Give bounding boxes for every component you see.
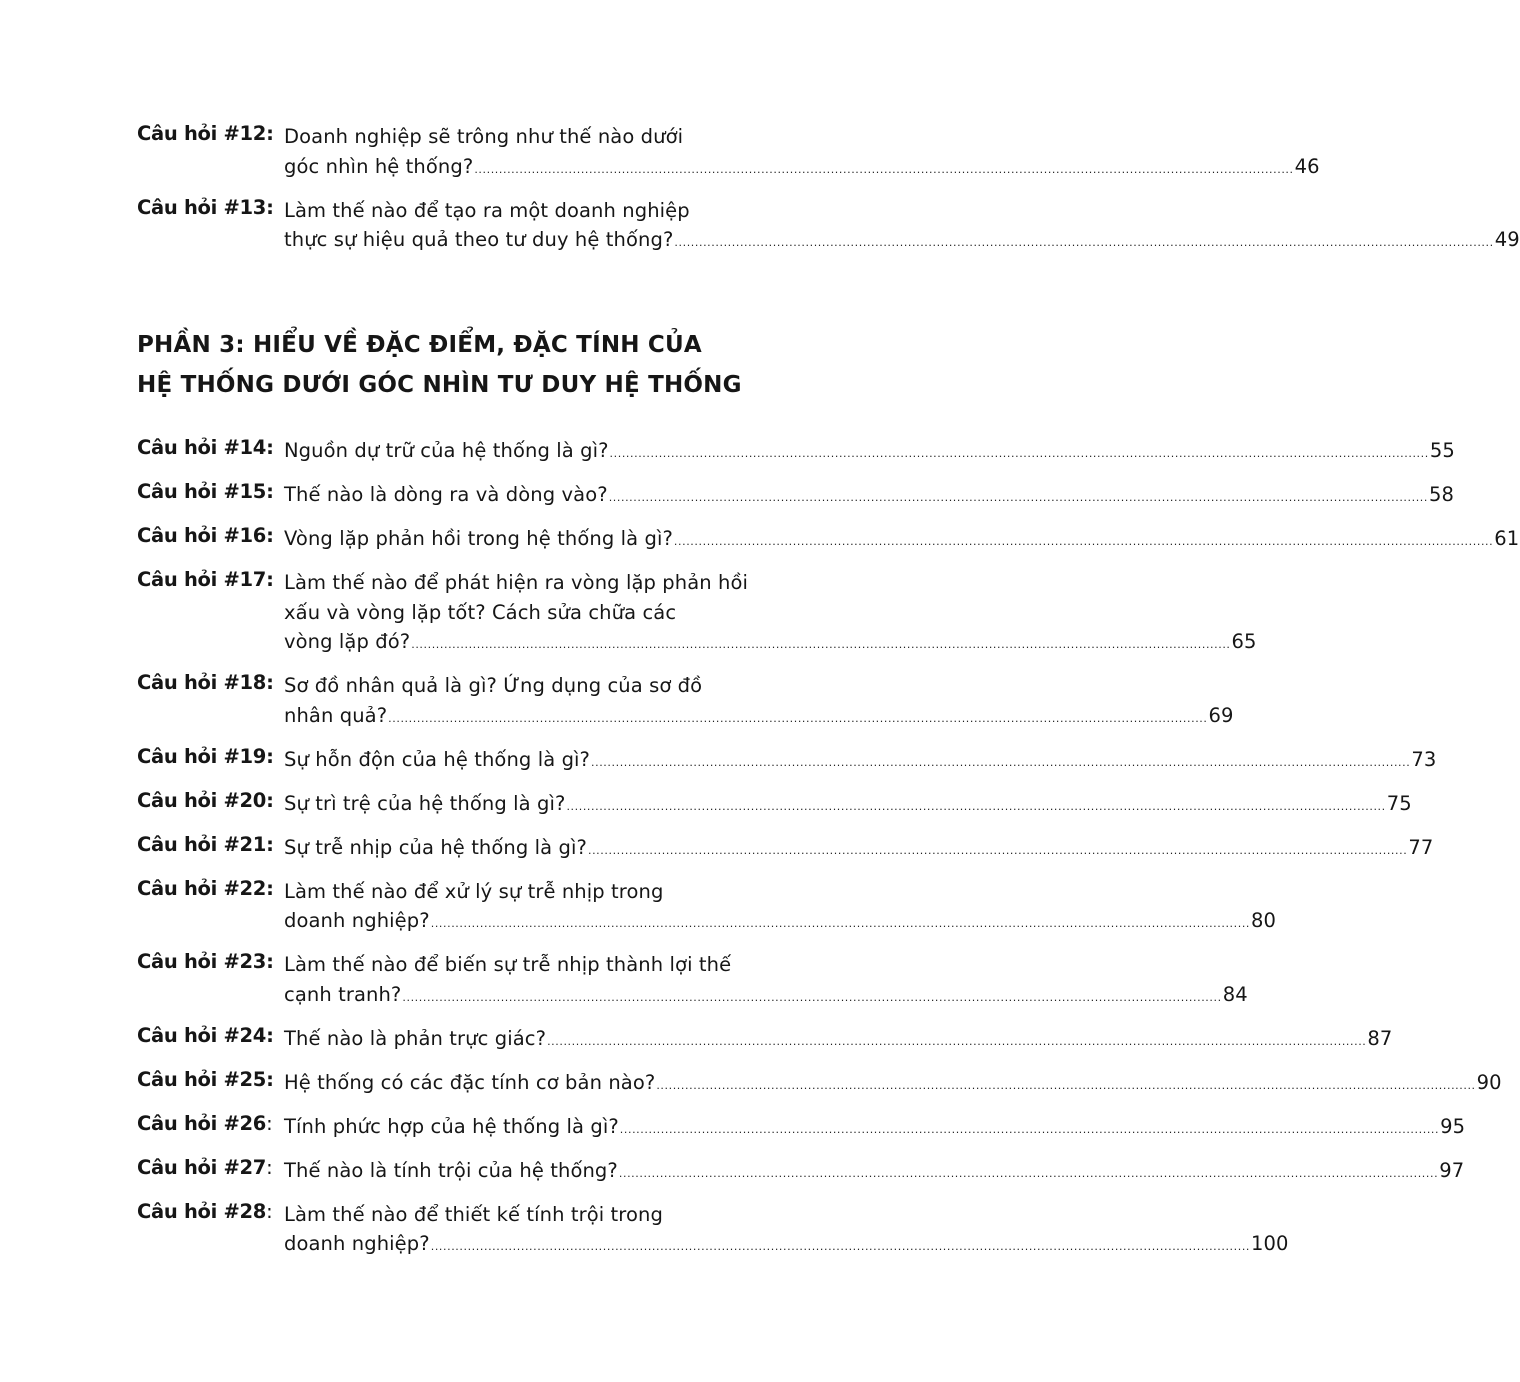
toc-entry-label: Câu hỏi #28: [137, 1199, 273, 1223]
dot-leader: ........................................................................................................................................................................................................ [547, 1034, 1367, 1048]
toc-entry-label: Câu hỏi #18: [137, 671, 274, 694]
toc-entry-label: Câu hỏi #14: [137, 436, 274, 459]
page-number: 69 [1208, 703, 1234, 727]
toc-entry-title-line: Nguồn dự trữ của hệ thống là gì? [284, 439, 609, 462]
section-heading-line-1: PHẦN 3: HIỂU VỀ ĐẶC ĐIỂM, ĐẶC TÍNH CỦA [137, 332, 702, 358]
dot-leader: ........................................................................................................................................................................................................ [402, 990, 1222, 1004]
toc-entry[interactable] [137, 122, 1320, 184]
toc-entry-label: Câu hỏi #24: [137, 1023, 274, 1047]
toc-entry-label: Câu hỏi #13: [137, 195, 274, 219]
toc-entry-label: Câu hỏi #25: [137, 1067, 274, 1091]
toc-entry-title-line: doanh nghiệp? [284, 909, 430, 932]
page-number: 55 [1429, 439, 1455, 462]
toc-entry-title-line: vòng lặp đó? [284, 630, 411, 653]
page-number: 65 [1231, 630, 1257, 653]
dot-leader: ........................................................................................................................................................................................................ [656, 1078, 1476, 1092]
toc-entry-title-line: nhân quả? [284, 703, 388, 727]
toc-entry-title-line: Làm thế nào để biến sự trễ nhịp thành lợi thế [284, 953, 732, 976]
toc-entry-title-line: Thế nào là phản trực giác? [284, 1026, 547, 1050]
toc-entry-title-line: Sơ đồ nhân quả là gì? Ứng dụng của sơ đồ [284, 674, 703, 697]
page-number: 87 [1367, 1026, 1393, 1050]
page-number: 58 [1429, 483, 1455, 506]
toc-entry-title [284, 1156, 1465, 1189]
toc-entry-title-line: thực sự hiệu quả theo tư duy hệ thống? [284, 228, 674, 251]
toc-top-group [137, 122, 1520, 269]
toc-entry-title [284, 568, 1257, 660]
toc-entry-label: Câu hỏi #26: [137, 1111, 273, 1135]
toc-entry-title-line: Làm thế nào để xử lý sự trễ nhịp trong [284, 879, 664, 903]
toc-entry[interactable] [137, 524, 1520, 557]
toc-entry[interactable] [137, 480, 1455, 513]
toc-entry-label: Câu hỏi #19: [137, 744, 274, 768]
toc-entry[interactable] [137, 832, 1434, 866]
toc-entry-title-line: Làm thế nào để tạo ra một doanh nghiệp [284, 198, 690, 222]
page-number: 80 [1251, 909, 1277, 932]
toc-entry-label: Câu hỏi #23: [137, 950, 274, 973]
toc-entry-title [284, 524, 1520, 557]
toc-entry[interactable] [137, 671, 1234, 733]
toc-entry-title-line: Sự hỗn độn của hệ thống là gì? [284, 747, 591, 771]
toc-entry-label: Câu hỏi #17: [137, 568, 274, 591]
toc-entry[interactable] [137, 1111, 1466, 1145]
page-number: 75 [1386, 791, 1412, 815]
toc-entry[interactable] [137, 744, 1437, 778]
toc-entry-title-line: Sự trì trệ của hệ thống là gì? [284, 791, 566, 815]
toc-entry-title-line: Làm thế nào để phát hiện ra vòng lặp phản hồi [284, 571, 749, 594]
toc-entry-label: Câu hỏi #12: [137, 122, 274, 145]
toc-entry-title [284, 480, 1455, 513]
toc-entry[interactable] [137, 788, 1412, 822]
toc-entry[interactable] [137, 1023, 1393, 1057]
toc-entry-title [284, 1068, 1502, 1101]
toc-entry-label: Câu hỏi #21: [137, 832, 274, 856]
toc-entry-title [284, 1200, 1289, 1262]
toc-entry[interactable] [137, 950, 1248, 1012]
toc-entry-title [284, 833, 1434, 866]
section-heading-line-2: HỆ THỐNG DƯỚI GÓC NHÌN TƯ DUY HỆ THỐNG [137, 372, 742, 398]
toc-main-group [137, 436, 1520, 1273]
toc-entry-title-line: Doanh nghiệp sẽ trông như thế nào dưới [284, 125, 684, 148]
dot-leader: ........................................................................................................................................................................................................ [609, 447, 1429, 460]
toc-entry-title [284, 1024, 1393, 1057]
toc-entry[interactable] [137, 1067, 1502, 1101]
toc-entry-title [284, 671, 1234, 733]
toc-entry-title-line: cạnh tranh? [284, 982, 402, 1006]
page-number: 73 [1411, 747, 1437, 771]
toc-entry-title-line: góc nhìn hệ thống? [284, 154, 474, 178]
toc-entry-title [284, 122, 1320, 184]
dot-leader: ........................................................................................................................................................................................................ [474, 162, 1294, 176]
toc-entry-label: Câu hỏi #20: [137, 788, 274, 812]
dot-leader: ........................................................................................................................................................................................................ [388, 711, 1208, 725]
dot-leader: ........................................................................................................................................................................................................ [430, 1240, 1251, 1253]
toc-entry-label: Câu hỏi #22: [137, 876, 274, 900]
toc-entry-label: Câu hỏi #27: [137, 1155, 273, 1179]
toc-entry[interactable] [137, 436, 1455, 469]
toc-entry-title [284, 789, 1412, 822]
dot-leader: ........................................................................................................................................................................................................ [619, 1122, 1440, 1136]
toc-entry[interactable] [137, 1155, 1465, 1189]
toc-entry[interactable] [137, 876, 1277, 939]
dot-leader: ........................................................................................................................................................................................................ [608, 491, 1429, 504]
page-number: 95 [1440, 1114, 1466, 1138]
toc-entry-title-line: Thế nào là tính trội của hệ thống? [284, 1158, 618, 1182]
toc-entry-title [284, 196, 1520, 258]
toc-entry[interactable] [137, 1199, 1289, 1262]
toc-entry-title-line: Sự trễ nhịp của hệ thống là gì? [284, 835, 587, 859]
toc-entry-title-line: Tính phức hợp của hệ thống là gì? [284, 1114, 619, 1138]
toc-entry-title [284, 877, 1277, 939]
page-number: 100 [1251, 1232, 1289, 1255]
dot-leader: ........................................................................................................................................................................................................ [618, 1166, 1439, 1180]
toc-entry-title-line: xấu và vòng lặp tốt? Cách sửa chữa các [284, 600, 677, 624]
dot-leader: ........................................................................................................................................................................................................ [591, 755, 1411, 769]
toc-entry-title [284, 436, 1455, 469]
toc-entry-title-line: Vòng lặp phản hồi trong hệ thống là gì? [284, 527, 673, 550]
dot-leader: ........................................................................................................................................................................................................ [673, 535, 1494, 548]
toc-entry[interactable] [137, 568, 1257, 660]
section-heading [137, 325, 797, 405]
toc-entry-title-line: Làm thế nào để thiết kế tính trội trong [284, 1202, 663, 1226]
toc-entry-title-line: Hệ thống có các đặc tính cơ bản nào? [284, 1070, 656, 1094]
dot-leader: ........................................................................................................................................................................................................ [587, 843, 1408, 857]
dot-leader: ........................................................................................................................................................................................................ [411, 638, 1231, 651]
dot-leader: ........................................................................................................................................................................................................ [430, 917, 1251, 930]
page-number: 84 [1222, 982, 1248, 1006]
toc-entry-title-line: doanh nghiệp? [284, 1232, 430, 1255]
dot-leader: ........................................................................................................................................................................................................ [566, 799, 1386, 813]
page-number: 46 [1294, 154, 1320, 178]
dot-leader: ........................................................................................................................................................................................................ [674, 236, 1494, 249]
toc-entry-label: Câu hỏi #15: [137, 480, 274, 503]
toc-entry-title [284, 745, 1437, 778]
page-number: 49 [1494, 228, 1520, 251]
page-number: 77 [1408, 835, 1434, 859]
page-number: 90 [1476, 1070, 1502, 1094]
toc-entry[interactable] [137, 195, 1520, 258]
toc-entry-title [284, 1112, 1466, 1145]
page-number: 97 [1439, 1158, 1465, 1182]
toc-entry-label: Câu hỏi #16: [137, 524, 274, 547]
toc-entry-title [284, 950, 1248, 1012]
toc-entry-title-line: Thế nào là dòng ra và dòng vào? [284, 483, 608, 506]
page-number: 61 [1494, 527, 1520, 550]
